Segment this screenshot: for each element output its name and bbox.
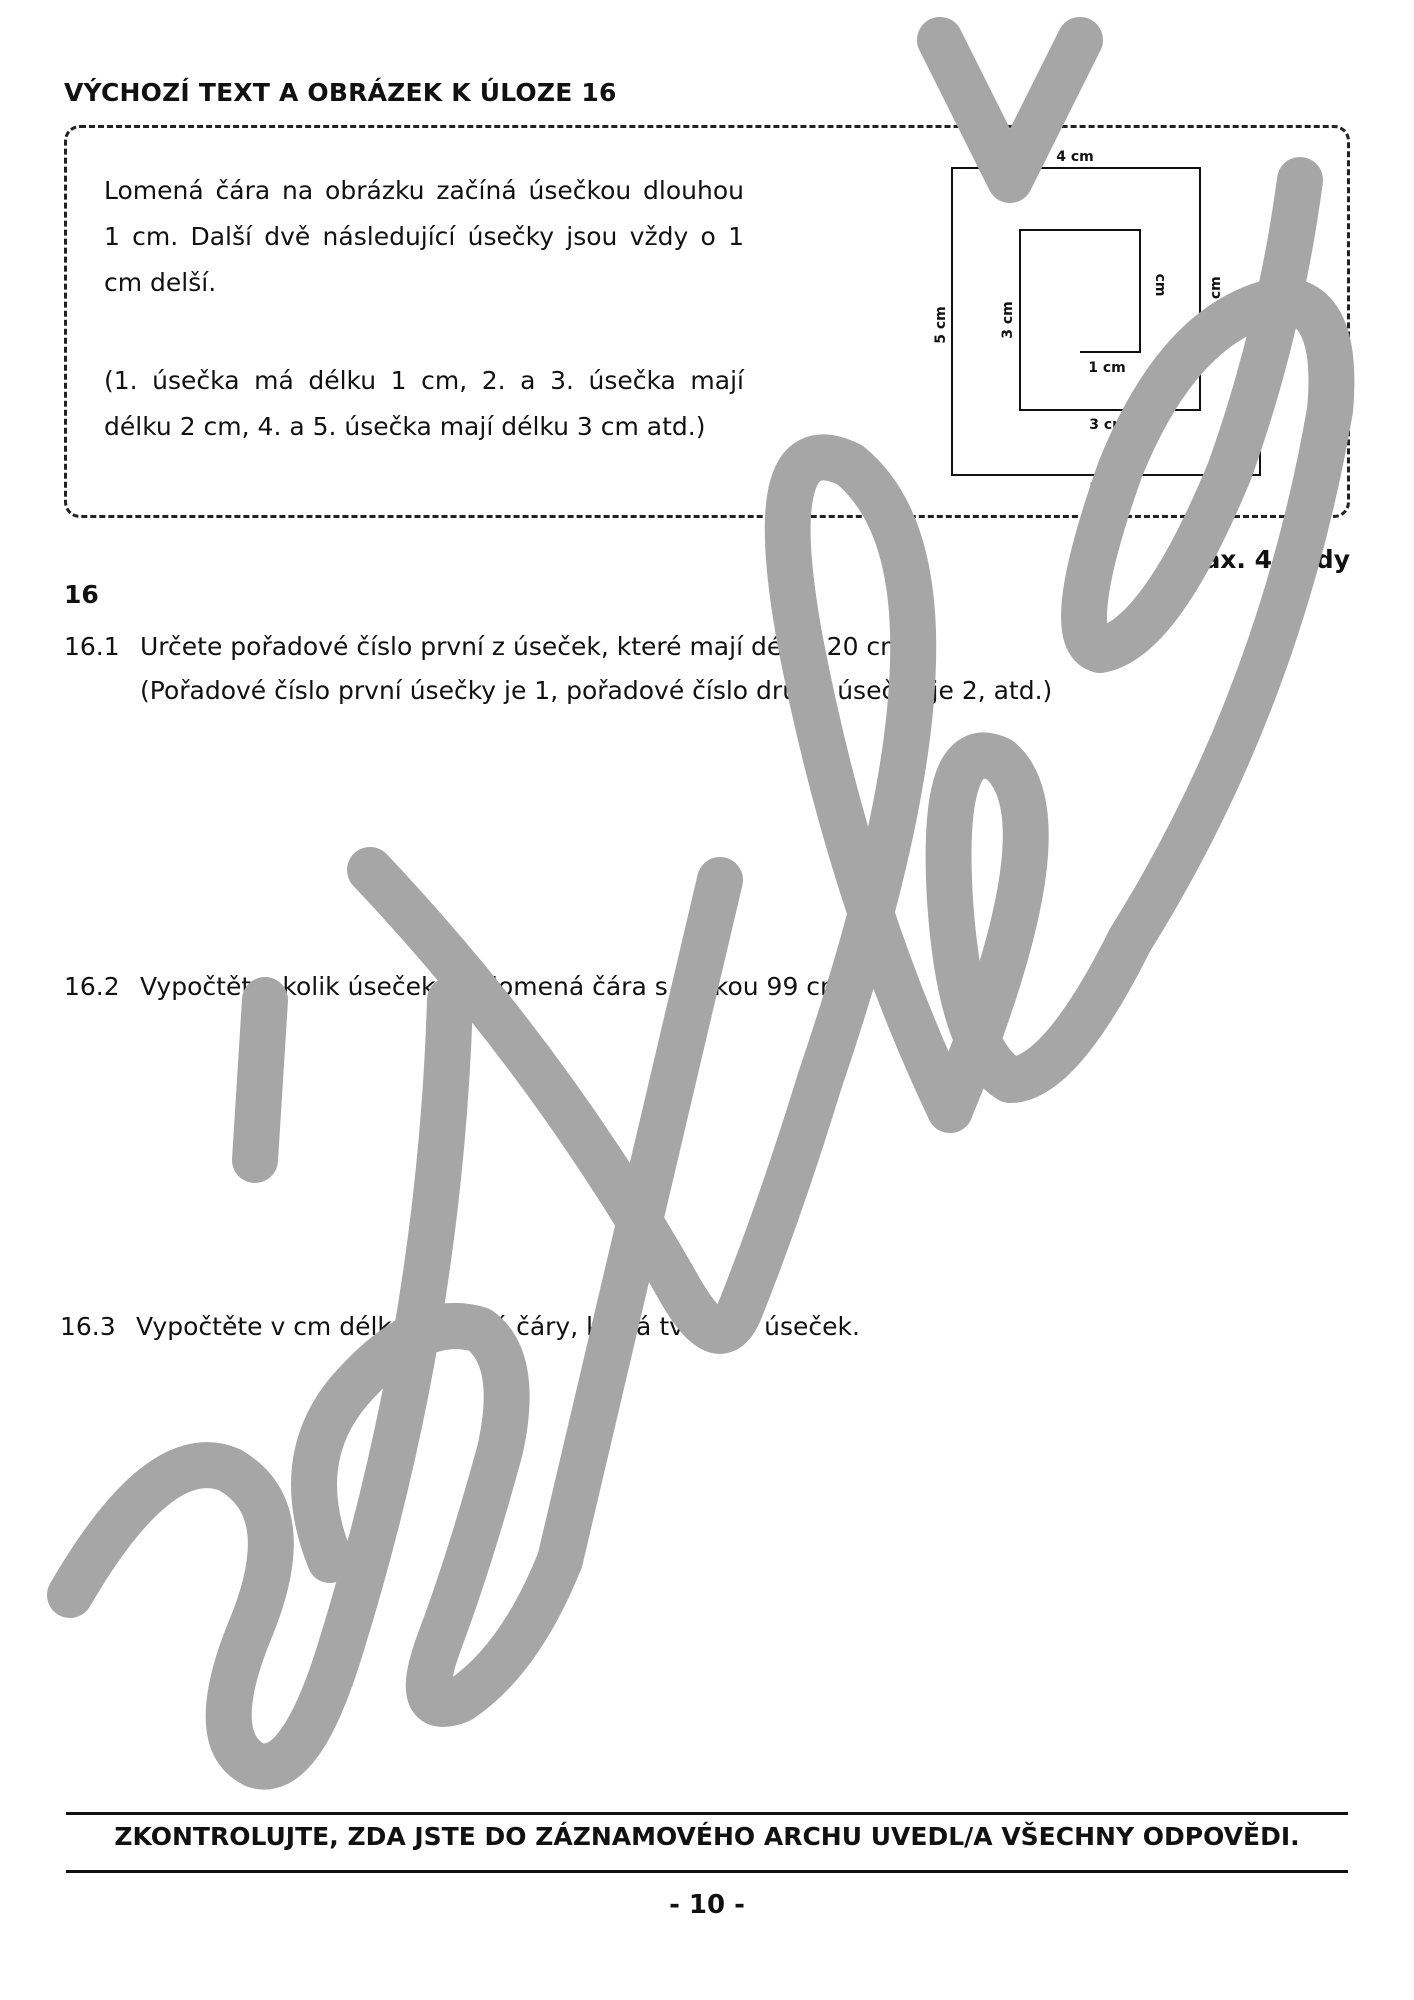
section-heading: VÝCHOZÍ TEXT A OBRÁZEK K ÚLOZE 16 [64, 78, 617, 107]
task-number: 16.2 [64, 972, 120, 1001]
footer-rule-top [66, 1812, 1348, 1815]
footer-reminder: ZKONTROLUJTE, ZDA JSTE DO ZÁZNAMOVÉHO ARCHU UVEDL/A VŠECHNY ODPOVĚDI. [114, 1822, 1300, 1851]
footer-rule-bottom [66, 1870, 1348, 1873]
label-left-outer: 5 cm [933, 306, 949, 344]
task-text: Vypočtěte, kolik úseček má lomená čára s délkou 99 cm. [140, 972, 853, 1001]
task-16-3 [60, 1305, 1260, 1355]
continuation-dots: ⋮ [1253, 325, 1267, 341]
task-note: (Pořadové číslo první úsečky je 1, pořadové číslo druhé úsečky je 2, atd.) [140, 676, 1053, 705]
intro-paragraph-1: Lomená čára na obrázku začíná úsečkou dlouhou 1 cm. Další dvě následující úsečky jsou vždy o 1 cm delší. [104, 176, 744, 297]
task-text: Určete pořadové číslo první z úseček, které mají délku 20 cm. [140, 632, 913, 661]
task-text: Vypočtěte v cm délku lomené čáry, která tvoří 30 úseček. [136, 1312, 860, 1341]
polyline-figure [930, 145, 1280, 495]
label-right: 4 cm [1208, 276, 1224, 314]
page-number: - 10 - [669, 1890, 745, 1920]
intro-paragraph-2: (1. úsečka má délku 1 cm, 2. a 3. úsečka mají délku 2 cm, 4. a 5. úsečka mají délku 3 cm atd.) [104, 366, 744, 441]
label-middle-bottom: 3 cm [1089, 417, 1127, 433]
question-number: 16 [64, 580, 99, 609]
task-16-2 [64, 965, 1264, 1015]
max-points: max. 4 body [1177, 545, 1350, 574]
task-number: 16.1 [64, 632, 120, 661]
label-center: 1 cm [1088, 360, 1126, 376]
label-left-inner: 3 cm [1000, 301, 1016, 339]
label-inner-right: cm [1152, 273, 1168, 297]
task-16-1 [64, 625, 1264, 715]
watermark-stroke-e [949, 756, 1130, 1111]
label-top: 4 cm [1056, 149, 1094, 165]
label-bottom: 5 cm [1089, 481, 1127, 495]
task-number: 16.3 [60, 1312, 116, 1341]
watermark-stroke-accent [255, 1000, 265, 1160]
watermark-stroke-n [70, 1000, 450, 1767]
watermark-stroke-a [314, 1326, 560, 1704]
arrow-head [1255, 366, 1265, 377]
